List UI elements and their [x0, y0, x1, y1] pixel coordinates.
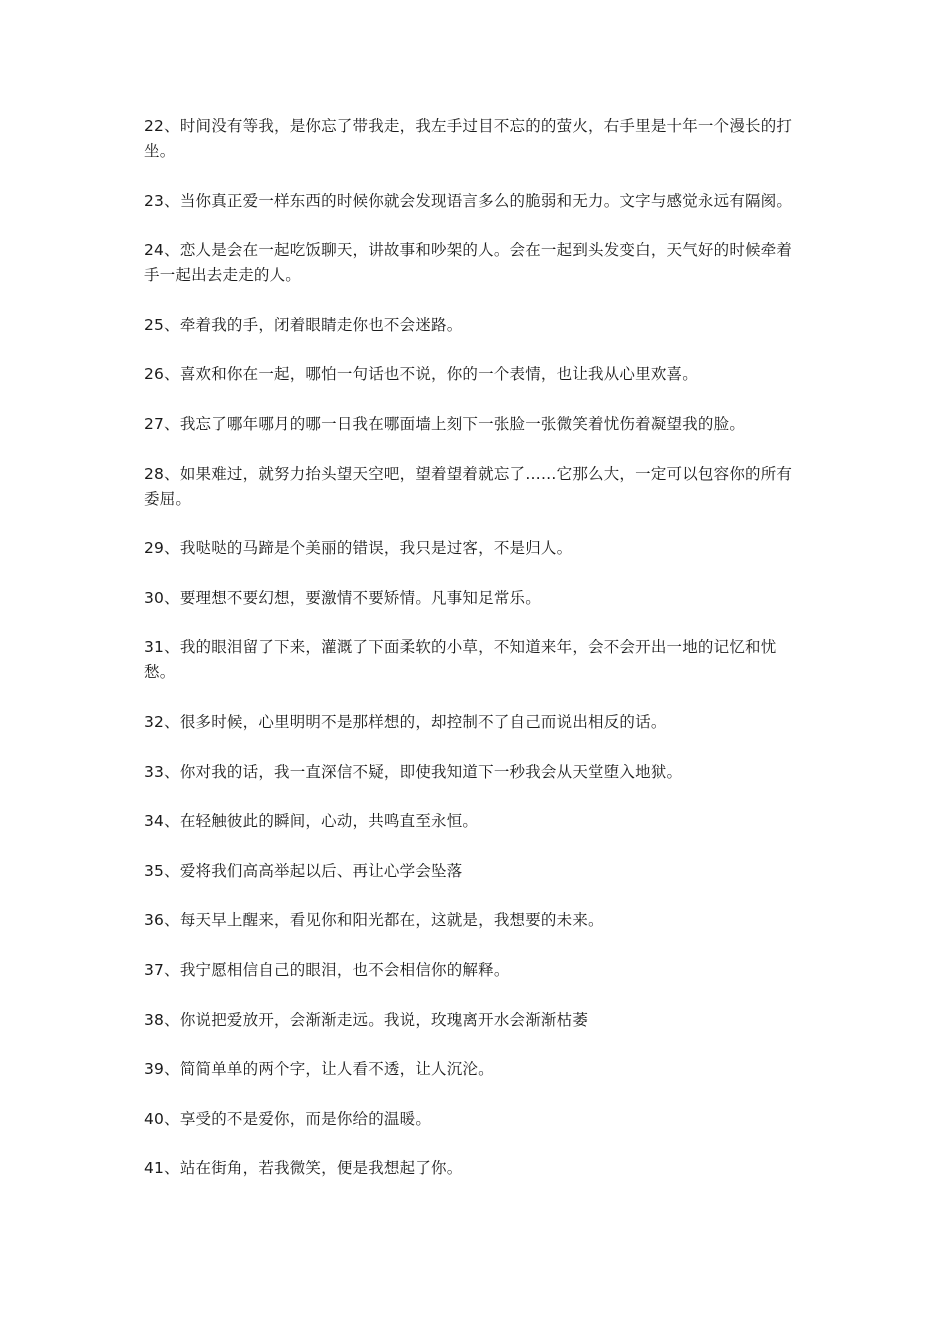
quote-41: 41、站在街角，若我微笑，便是我想起了你。	[144, 1159, 463, 1178]
quote-40: 40、享受的不是爱你，而是你给的温暖。	[144, 1109, 432, 1128]
quote-30: 30、要理想不要幻想，要激情不要矫情。凡事知足常乐。	[144, 588, 541, 607]
quote-32: 32、很多时候，心里明明不是那样想的，却控制不了自己而说出相反的话。	[144, 712, 667, 731]
quote-38: 38、你说把爱放开，会渐渐走远。我说，玫瑰离开水会渐渐枯萎	[144, 1010, 589, 1029]
quote-34: 34、在轻触彼此的瞬间，心动，共鸣直至永恒。	[144, 812, 479, 831]
quote-23: 23、当你真正爱一样东西的时候你就会发现语言多么的脆弱和无力。文字与感觉永远有隔阂。	[144, 191, 793, 210]
quote-22: 22、时间没有等我，是你忘了带我走，我左手过目不忘的的萤火，右手里是十年一个漫长的打坐。	[144, 117, 793, 160]
quote-31: 31、我的眼泪留了下来，灌溉了下面柔软的小草，不知道来年，会不会开出一地的记忆和忧愁。	[144, 638, 777, 682]
quote-37: 37、我宁愿相信自己的眼泪，也不会相信你的解释。	[144, 960, 510, 979]
quote-27: 27、我忘了哪年哪月的哪一日我在哪面墙上刻下一张脸一张微笑着忧伤着凝望我的脸。	[144, 414, 746, 433]
quote-39: 39、简简单单的两个字，让人看不透，让人沉沦。	[144, 1060, 494, 1079]
quote-25: 25、牵着我的手，闭着眼睛走你也不会迷路。	[144, 315, 463, 334]
quote-28: 28、如果难过，就努力抬头望天空吧，望着望着就忘了……它那么大，一定可以包容你的所有委屈。	[144, 464, 793, 508]
quote-26: 26、喜欢和你在一起，哪怕一句话也不说，你的一个表情，也让我从心里欢喜。	[144, 365, 698, 384]
document-page	[144, 114, 806, 1206]
quote-24: 24、恋人是会在一起吃饭聊天，讲故事和吵架的人。会在一起到头发变白，天气好的时候牵着手一起出去走走的人。	[144, 241, 793, 285]
quote-33: 33、你对我的话，我一直深信不疑，即使我知道下一秒我会从天堂堕入地狱。	[144, 762, 683, 781]
quote-29: 29、我哒哒的马蹄是个美丽的错误，我只是过客，不是归人。	[144, 539, 573, 558]
quote-35: 35、爱将我们高高举起以后、再让心学会坠落	[144, 861, 463, 880]
quote-36: 36、每天早上醒来，看见你和阳光都在，这就是，我想要的未来。	[144, 911, 604, 930]
